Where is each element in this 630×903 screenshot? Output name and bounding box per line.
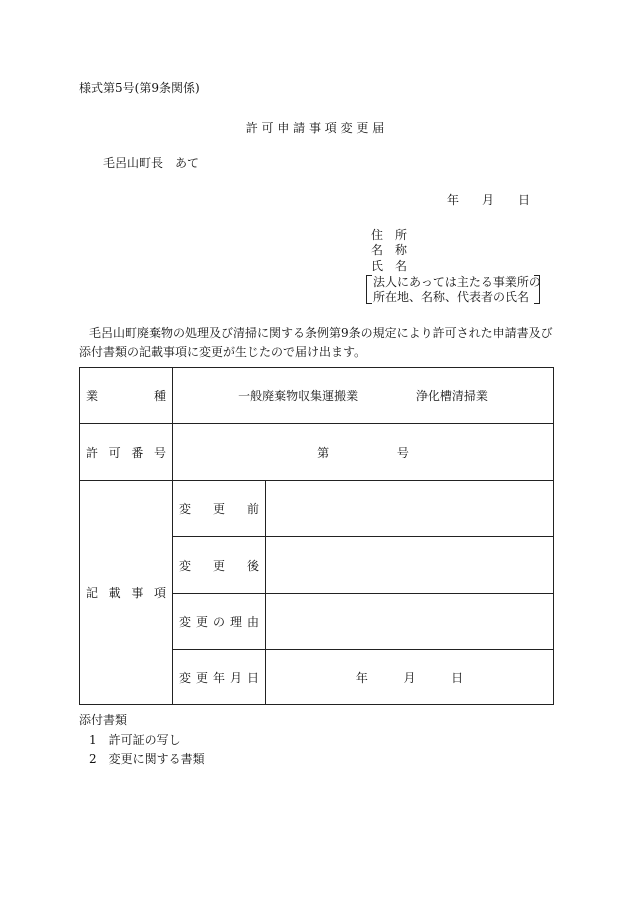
change-reason-label: 変 更 の 理 由 (173, 594, 266, 650)
entry-items-label: 記 載 事 項 (80, 481, 173, 705)
date-year-label: 年 (447, 193, 460, 207)
after-change-value[interactable] (266, 537, 554, 594)
corporate-note-line1: 法人にあっては主たる事業所の (373, 275, 541, 289)
applicant-address-label: 住 所 (371, 228, 408, 242)
change-date-day: 日 (451, 670, 464, 685)
permit-number-prefix: 第 (317, 445, 330, 460)
business-type-option-collection[interactable]: 一般廃棄物収集運搬業 (238, 389, 359, 403)
permit-number-row (80, 424, 554, 481)
applicant-name-label: 名 称 (371, 243, 408, 257)
change-reason-value[interactable] (266, 594, 554, 650)
body-text-line1: 毛呂山町廃棄物の処理及び清掃に関する条例第9条の規定により許可された申請書及び (89, 326, 553, 340)
permit-number-label: 許 可 番 号 (80, 424, 173, 481)
business-type-option-septic[interactable]: 浄化槽清掃業 (415, 389, 488, 403)
attachment-number: 2 (89, 752, 97, 766)
left-bracket (366, 275, 372, 304)
business-type-label: 業 種 (80, 368, 173, 424)
permit-number-value[interactable] (173, 424, 554, 481)
change-date-month: 月 (403, 670, 416, 685)
attachment-item (89, 752, 205, 766)
body-text-line2: 添付書類の記載事項に変更が生じたので届け出ます。 (79, 345, 367, 359)
before-change-label: 変 更 前 (173, 481, 266, 537)
attachment-item (89, 733, 181, 747)
business-type-row (80, 368, 554, 424)
after-change-label: 変 更 後 (173, 537, 266, 594)
applicant-person-label: 氏 名 (371, 259, 408, 273)
right-bracket (534, 275, 540, 304)
attachment-number: 1 (89, 733, 97, 747)
attachment-text: 許可証の写し (108, 733, 181, 747)
change-date-label: 変 更 年 月 日 (173, 650, 266, 705)
business-type-value[interactable] (173, 368, 554, 424)
before-change-value[interactable] (266, 481, 554, 537)
attachment-text: 変更に関する書類 (108, 752, 205, 766)
addressee: 毛呂山町長 あて (103, 156, 200, 170)
change-date-year: 年 (355, 670, 368, 685)
date-day-label: 日 (518, 193, 531, 207)
attachments-heading: 添付書類 (79, 713, 128, 727)
corporate-note-line2: 所在地、名称、代表者の氏名 (373, 290, 530, 304)
form-title: 許 可 申 請 事 項 変 更 届 (245, 121, 385, 135)
form-number: 様式第5号(第9条関係) (79, 81, 200, 95)
before-change-row (80, 481, 554, 537)
corporate-note (366, 275, 540, 304)
change-notification-table (79, 367, 554, 705)
change-date-value[interactable] (266, 650, 554, 705)
permit-number-suffix: 号 (396, 445, 409, 460)
date-month-label: 月 (482, 193, 495, 207)
